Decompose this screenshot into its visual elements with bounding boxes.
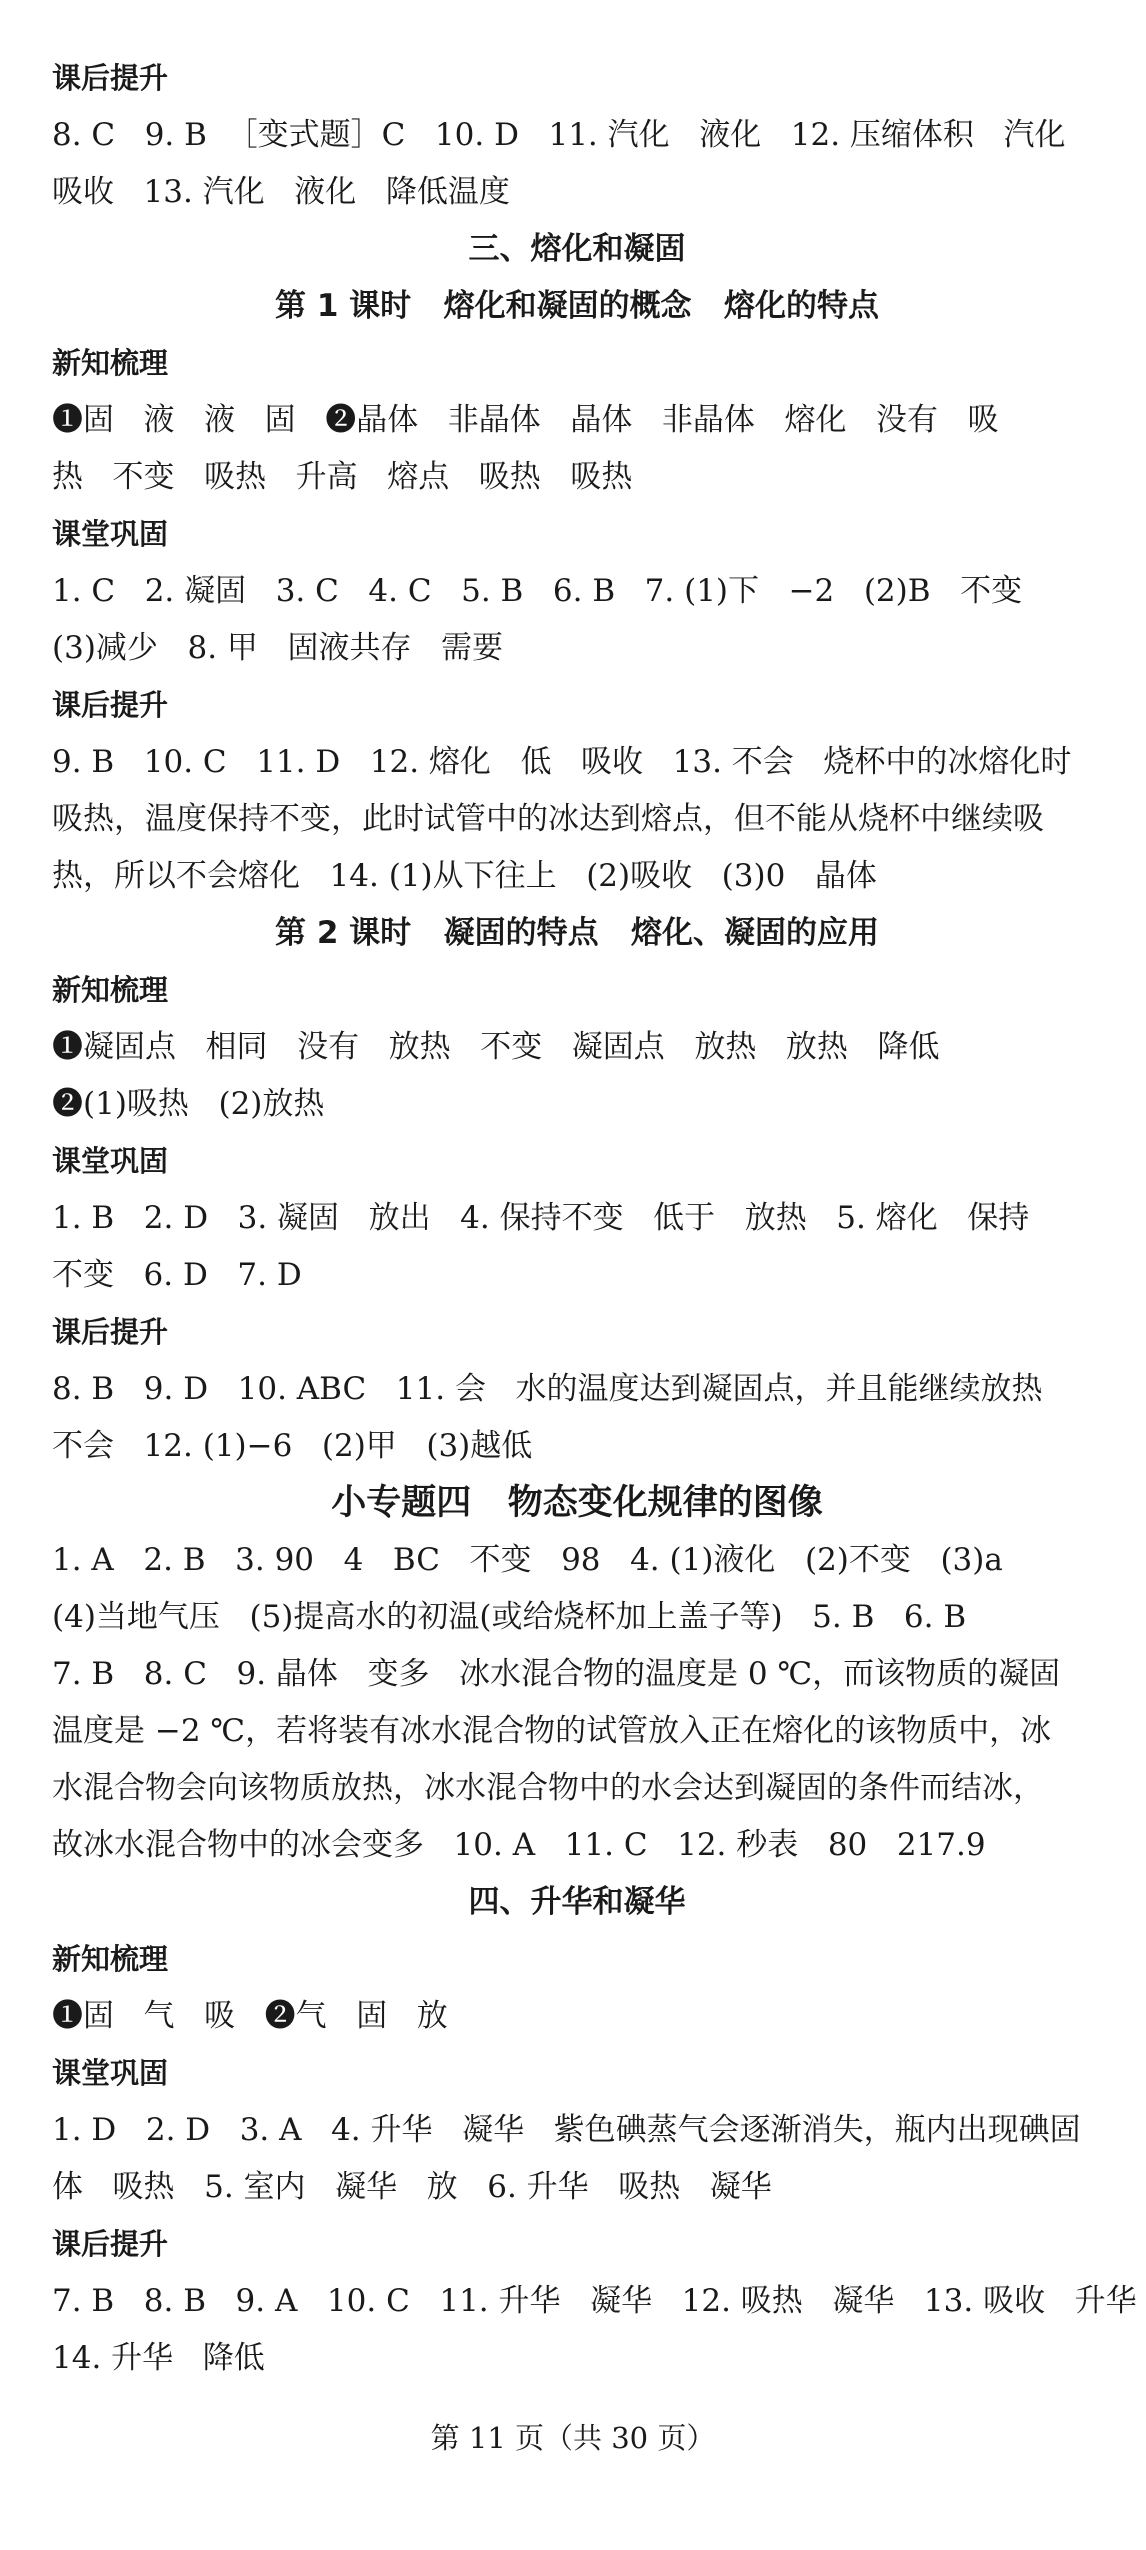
- answer-line: 1. B 2. D 3. 凝固 放出 4. 保持不变 低于 放热 5. 熔化 保持: [52, 1200, 1030, 1236]
- answer-line: 1. D 2. D 3. A 4. 升华 凝华 紫色碘蒸气会逐渐消失，瓶内出现碘固: [52, 2112, 1081, 2148]
- chapter-title: 四、升华和凝华: [468, 1884, 686, 1920]
- answer-line: 故冰水混合物中的冰会变多 10. A 11. C 12. 秒表 80 217.9: [52, 1827, 986, 1863]
- answer-line: ❷(1)吸热 (2)放热: [52, 1086, 325, 1122]
- answer-line: ❶固 液 液 固 ❷晶体 非晶体 晶体 非晶体 熔化 没有 吸: [52, 402, 999, 438]
- answer-line: 热 不变 吸热 升高 熔点 吸热 吸热: [52, 459, 633, 495]
- answer-page: [52, 50, 1137, 2387]
- answer-line: 体 吸热 5. 室内 凝华 放 6. 升华 吸热 凝华: [52, 2169, 772, 2205]
- answer-line: ❶固 气 吸 ❷气 固 放: [52, 1998, 448, 2034]
- section-heading: 新知梳理: [52, 1942, 169, 1976]
- answer-line: 8. C 9. B ［变式题］C 10. D 11. 汽化 液化 12. 压缩体积 汽化: [52, 117, 1066, 153]
- section-heading: 新知梳理: [52, 346, 169, 380]
- chapter-title: 第 2 课时 凝固的特点 熔化、凝固的应用: [275, 915, 879, 951]
- section-heading: 课堂巩固: [52, 2056, 169, 2090]
- answer-line: 9. B 10. C 11. D 12. 熔化 低 吸收 13. 不会 烧杯中的冰熔化时: [52, 744, 1072, 780]
- answer-line: ❶凝固点 相同 没有 放热 不变 凝固点 放热 放热 降低: [52, 1029, 940, 1065]
- section-heading: 课后提升: [52, 688, 169, 722]
- answer-line: 吸收 13. 汽化 液化 降低温度: [52, 174, 510, 210]
- answer-line: 不会 12. (1)−6 (2)甲 (3)越低: [52, 1428, 533, 1464]
- section-heading: 课堂巩固: [52, 517, 169, 551]
- section-heading: 课后提升: [52, 1315, 169, 1349]
- answer-line: 7. B 8. C 9. 晶体 变多 冰水混合物的温度是 0 ℃，而该物质的凝固: [52, 1656, 1061, 1692]
- answer-line: 1. A 2. B 3. 90 4 BC 不变 98 4. (1)液化 (2)不变 (3)a: [52, 1542, 1003, 1578]
- answer-line: (4)当地气压 (5)提高水的初温(或给烧杯加上盖子等) 5. B 6. B: [52, 1599, 967, 1635]
- answer-line: 1. C 2. 凝固 3. C 4. C 5. B 6. B 7. (1)下 −2 (2)B 不变: [52, 573, 1023, 609]
- section-heading: 课堂巩固: [52, 1144, 169, 1178]
- answer-line: 吸热，温度保持不变，此时试管中的冰达到熔点，但不能从烧杯中继续吸: [52, 801, 1044, 837]
- chapter-title: 三、熔化和凝固: [468, 231, 686, 267]
- answer-line: 温度是 −2 ℃，若将装有冰水混合物的试管放入正在熔化的该物质中，冰: [52, 1713, 1052, 1749]
- answer-line: 14. 升华 降低: [52, 2340, 265, 2376]
- page-footer: 第 11 页（共 30 页）: [430, 2421, 716, 2455]
- section-heading: 新知梳理: [52, 973, 169, 1007]
- chapter-title: 第 1 课时 熔化和凝固的概念 熔化的特点: [275, 288, 879, 324]
- section-heading: 课后提升: [52, 61, 169, 95]
- answer-line: 7. B 8. B 9. A 10. C 11. 升华 凝华 12. 吸热 凝华 13. 吸收 升华: [52, 2283, 1137, 2319]
- topic-title: 小专题四 物态变化规律的图像: [331, 1483, 823, 1523]
- answer-line: 不变 6. D 7. D: [52, 1257, 302, 1293]
- answer-line: 水混合物会向该物质放热，冰水混合物中的水会达到凝固的条件而结冰，: [52, 1770, 1044, 1806]
- answer-line: 热，所以不会熔化 14. (1)从下往上 (2)吸收 (3)0 晶体: [52, 858, 877, 894]
- answer-line: 8. B 9. D 10. ABC 11. 会 水的温度达到凝固点，并且能继续放热: [52, 1371, 1043, 1407]
- answer-line: (3)减少 8. 甲 固液共存 需要: [52, 630, 504, 666]
- section-heading: 课后提升: [52, 2227, 169, 2261]
